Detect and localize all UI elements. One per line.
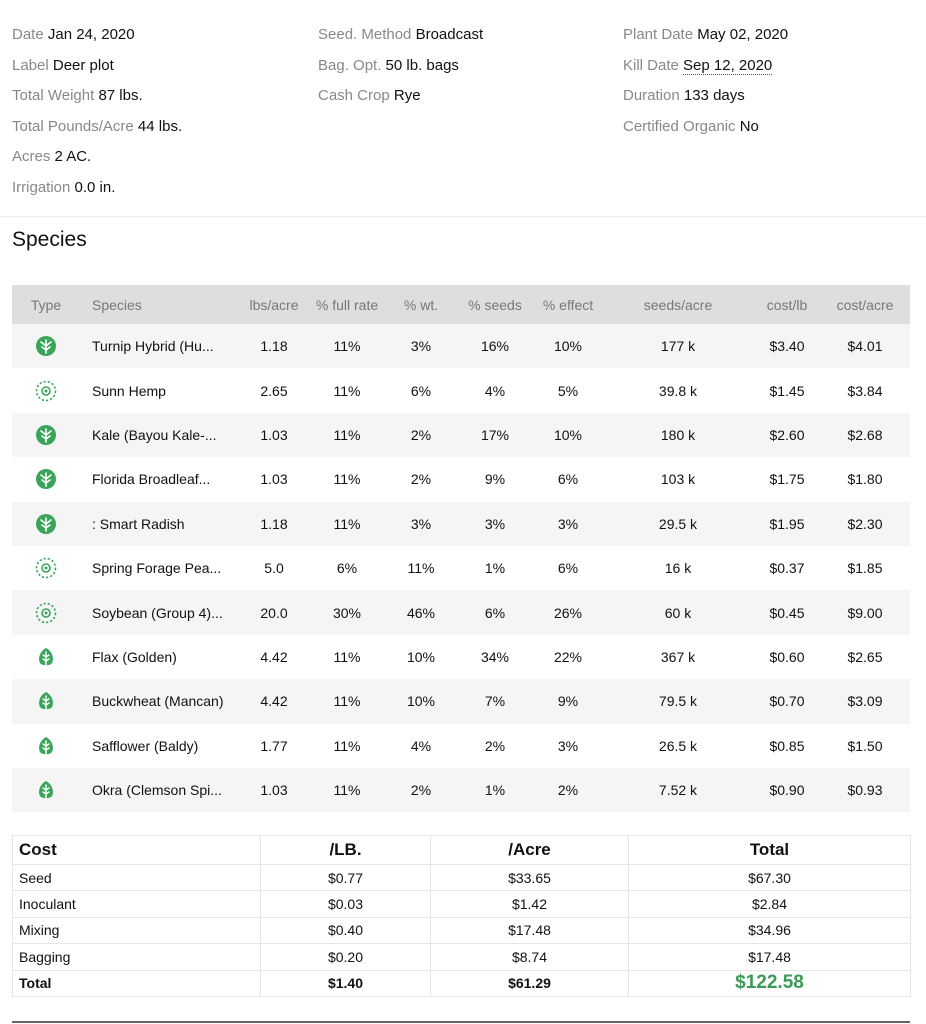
info-label: Kill Date (623, 56, 679, 74)
col-header-effect[interactable]: % effect (534, 285, 602, 324)
cost-total: $17.48 (629, 944, 911, 970)
species-seeds: 2% (456, 724, 534, 768)
col-header-species[interactable]: Species (80, 285, 240, 324)
legume-icon (35, 557, 57, 579)
species-full-rate: 11% (308, 413, 386, 457)
species-row[interactable] (12, 368, 910, 412)
info-seed-method (318, 25, 483, 56)
cost-summary-table (12, 835, 911, 997)
info-label: Acres (12, 148, 51, 165)
cost-per-acre: $17.48 (431, 917, 629, 943)
cost-row-inoculant (13, 891, 911, 917)
col-header-wt[interactable]: % wt. (386, 285, 456, 324)
species-lbs-acre: 1.03 (240, 768, 308, 812)
species-effect: 6% (534, 457, 602, 501)
species-cost-acre: $3.84 (820, 368, 910, 412)
species-effect: 9% (534, 679, 602, 723)
species-seeds: 9% (456, 457, 534, 501)
species-type-cell (12, 368, 80, 412)
species-row[interactable] (12, 413, 910, 457)
species-seeds: 17% (456, 413, 534, 457)
species-lbs-acre: 1.77 (240, 724, 308, 768)
species-effect: 2% (534, 768, 602, 812)
species-row[interactable] (12, 546, 910, 590)
species-type-cell (12, 324, 80, 368)
info-value: 0.0 in. (74, 178, 116, 196)
species-full-rate: 11% (308, 768, 386, 812)
info-value: 2 AC. (54, 148, 92, 165)
species-effect: 10% (534, 324, 602, 368)
species-effect: 5% (534, 368, 602, 412)
species-seeds: 7% (456, 679, 534, 723)
info-label: Plant Date (623, 26, 694, 43)
info-value: 87 lbs. (98, 87, 143, 104)
species-type-cell (12, 413, 80, 457)
broadleaf-icon (35, 735, 57, 757)
species-wt: 10% (386, 635, 456, 679)
species-lbs-acre: 1.18 (240, 324, 308, 368)
col-header-type[interactable]: Type (12, 285, 80, 324)
legume-icon (35, 602, 57, 624)
species-cost-lb: $0.90 (754, 768, 820, 812)
cost-total: $67.30 (629, 865, 911, 891)
species-seeds: 16% (456, 324, 534, 368)
info-label: Irrigation (12, 178, 71, 196)
species-lbs-acre: 20.0 (240, 590, 308, 634)
info-bag-option (318, 56, 483, 87)
species-full-rate: 11% (308, 457, 386, 501)
col-header-seeds[interactable]: % seeds (456, 285, 534, 324)
cost-row-total (13, 970, 911, 996)
species-row[interactable] (12, 502, 910, 546)
species-seeds: 4% (456, 368, 534, 412)
species-effect: 3% (534, 724, 602, 768)
species-cost-acre: $1.50 (820, 724, 910, 768)
species-name[interactable]: Flax (Golden) (80, 635, 240, 679)
species-cost-acre: $4.01 (820, 324, 910, 368)
brassica-icon (35, 335, 57, 357)
species-cost-lb: $0.37 (754, 546, 820, 590)
species-name[interactable]: Safflower (Baldy) (80, 724, 240, 768)
species-row[interactable] (12, 679, 910, 723)
legume-icon (35, 380, 57, 402)
cost-per-lb: $0.03 (261, 891, 431, 917)
section-divider (0, 216, 926, 217)
info-column-1 (12, 25, 182, 208)
info-label: Duration (623, 87, 680, 104)
species-wt: 6% (386, 368, 456, 412)
species-row[interactable] (12, 457, 910, 501)
info-label: Total Pounds/Acre (12, 117, 134, 135)
info-date (12, 25, 182, 56)
cost-header-per-lb: /LB. (261, 836, 431, 865)
cost-total: $34.96 (629, 917, 911, 943)
info-total-weight (12, 86, 182, 117)
info-value: 133 days (683, 87, 745, 104)
species-seeds: 1% (456, 768, 534, 812)
species-lbs-acre: 2.65 (240, 368, 308, 412)
species-seeds-acre: 16 k (602, 546, 754, 590)
species-full-rate: 11% (308, 502, 386, 546)
info-certified-organic (623, 117, 788, 148)
species-type-cell (12, 635, 80, 679)
species-cost-acre: $2.65 (820, 635, 910, 679)
species-effect: 22% (534, 635, 602, 679)
species-cost-lb: $2.60 (754, 413, 820, 457)
cost-total-per-lb: $1.40 (261, 970, 431, 996)
col-header-cost-acre[interactable]: cost/acre (820, 285, 910, 324)
species-cost-acre: $1.80 (820, 457, 910, 501)
info-column-3 (623, 25, 788, 147)
cost-row-mixing (13, 917, 911, 943)
species-cost-lb: $1.75 (754, 457, 820, 501)
species-wt: 11% (386, 546, 456, 590)
species-seeds-acre: 26.5 k (602, 724, 754, 768)
brassica-icon (35, 513, 57, 535)
species-wt: 46% (386, 590, 456, 634)
cost-per-lb: $0.40 (261, 917, 431, 943)
mix-info-panel (0, 0, 926, 216)
species-cost-acre: $9.00 (820, 590, 910, 634)
species-full-rate: 6% (308, 546, 386, 590)
info-value: Jan 24, 2020 (47, 26, 135, 43)
info-value: 44 lbs. (137, 117, 183, 135)
info-value: May 02, 2020 (697, 26, 789, 43)
species-cost-lb: $1.45 (754, 368, 820, 412)
species-cost-lb: $0.45 (754, 590, 820, 634)
info-acres (12, 147, 182, 178)
species-name[interactable]: Sunn Hemp (80, 368, 240, 412)
species-type-cell (12, 502, 80, 546)
brassica-icon (35, 424, 57, 446)
species-cost-lb: $0.85 (754, 724, 820, 768)
info-label-row (12, 56, 182, 87)
species-section-title: Species (12, 228, 87, 251)
species-type-cell (12, 768, 80, 812)
species-cost-lb: $1.95 (754, 502, 820, 546)
species-full-rate: 11% (308, 635, 386, 679)
species-seeds: 6% (456, 590, 534, 634)
species-name[interactable]: : Smart Radish (80, 502, 240, 546)
species-full-rate: 11% (308, 368, 386, 412)
species-row[interactable] (12, 724, 910, 768)
info-value: No (739, 117, 759, 135)
species-wt: 2% (386, 413, 456, 457)
cost-row-seed (13, 865, 911, 891)
species-name[interactable]: Spring Forage Pea... (80, 546, 240, 590)
brassica-icon (35, 468, 57, 490)
species-name[interactable]: Florida Broadleaf... (80, 457, 240, 501)
species-cost-acre: $1.85 (820, 546, 910, 590)
species-row[interactable] (12, 768, 910, 812)
bottom-rule (12, 1021, 910, 1023)
species-row[interactable] (12, 635, 910, 679)
broadleaf-icon (35, 690, 57, 712)
broadleaf-icon (35, 646, 57, 668)
species-row[interactable] (12, 324, 910, 368)
species-cost-lb: $3.40 (754, 324, 820, 368)
species-name[interactable]: Kale (Bayou Kale-... (80, 413, 240, 457)
species-seeds-acre: 60 k (602, 590, 754, 634)
cost-total-label: Total (13, 970, 261, 996)
info-label: Certified Organic (623, 117, 736, 135)
species-seeds-acre: 39.8 k (602, 368, 754, 412)
species-wt: 2% (386, 457, 456, 501)
species-name[interactable]: Buckwheat (Mancan) (80, 679, 240, 723)
cost-per-acre: $8.74 (431, 944, 629, 970)
species-lbs-acre: 5.0 (240, 546, 308, 590)
cost-total: $2.84 (629, 891, 911, 917)
cost-header-row (13, 836, 911, 865)
cost-per-acre: $33.65 (431, 865, 629, 891)
species-wt: 3% (386, 502, 456, 546)
info-label: Date (12, 26, 44, 43)
species-lbs-acre: 1.03 (240, 457, 308, 501)
species-type-cell (12, 724, 80, 768)
info-value: Rye (393, 87, 421, 104)
cost-per-acre: $1.42 (431, 891, 629, 917)
species-lbs-acre: 4.42 (240, 635, 308, 679)
info-label: Label (12, 56, 49, 74)
grand-total-value: $122.58 (629, 970, 911, 996)
species-cost-acre: $2.68 (820, 413, 910, 457)
info-value: 50 lb. bags (385, 56, 459, 74)
species-seeds-acre: 29.5 k (602, 502, 754, 546)
info-kill-date (623, 56, 788, 87)
info-irrigation (12, 178, 182, 209)
species-full-rate: 11% (308, 324, 386, 368)
cost-header-total: Total (629, 836, 911, 865)
species-cost-acre: $0.93 (820, 768, 910, 812)
species-lbs-acre: 4.42 (240, 679, 308, 723)
species-seeds-acre: 180 k (602, 413, 754, 457)
col-header-lbs-acre[interactable]: lbs/acre (240, 285, 308, 324)
species-seeds: 1% (456, 546, 534, 590)
species-effect: 26% (534, 590, 602, 634)
info-plant-date (623, 25, 788, 56)
species-name[interactable]: Soybean (Group 4)... (80, 590, 240, 634)
cost-per-lb: $0.20 (261, 944, 431, 970)
info-label: Bag. Opt. (318, 56, 382, 74)
species-cost-lb: $0.70 (754, 679, 820, 723)
species-effect: 6% (534, 546, 602, 590)
species-type-cell (12, 546, 80, 590)
species-row[interactable] (12, 590, 910, 634)
col-header-seeds-acre[interactable]: seeds/acre (602, 285, 754, 324)
species-seeds: 34% (456, 635, 534, 679)
info-duration (623, 86, 788, 117)
species-effect: 3% (534, 502, 602, 546)
species-wt: 4% (386, 724, 456, 768)
cost-label: Mixing (13, 917, 261, 943)
species-seeds-acre: 177 k (602, 324, 754, 368)
species-cost-lb: $0.60 (754, 635, 820, 679)
species-type-cell (12, 679, 80, 723)
species-header-row (12, 285, 910, 324)
species-type-cell (12, 590, 80, 634)
species-seeds-acre: 103 k (602, 457, 754, 501)
cost-label: Seed (13, 865, 261, 891)
info-column-2 (318, 25, 483, 117)
species-lbs-acre: 1.03 (240, 413, 308, 457)
species-full-rate: 11% (308, 679, 386, 723)
species-full-rate: 30% (308, 590, 386, 634)
species-name[interactable]: Turnip Hybrid (Hu... (80, 324, 240, 368)
col-header-cost-lb[interactable]: cost/lb (754, 285, 820, 324)
cost-label: Bagging (13, 944, 261, 970)
species-effect: 10% (534, 413, 602, 457)
info-cash-crop (318, 86, 483, 117)
species-seeds-acre: 7.52 k (602, 768, 754, 812)
species-table (12, 285, 910, 812)
species-full-rate: 11% (308, 724, 386, 768)
cost-per-lb: $0.77 (261, 865, 431, 891)
cost-label: Inoculant (13, 891, 261, 917)
cost-row-bagging (13, 944, 911, 970)
cost-total-per-acre: $61.29 (431, 970, 629, 996)
info-value: Deer plot (52, 56, 114, 74)
species-seeds: 3% (456, 502, 534, 546)
species-lbs-acre: 1.18 (240, 502, 308, 546)
kill-date-value[interactable]: Sep 12, 2020 (683, 56, 773, 74)
species-name[interactable]: Okra (Clemson Spi... (80, 768, 240, 812)
species-seeds-acre: 79.5 k (602, 679, 754, 723)
species-wt: 3% (386, 324, 456, 368)
species-type-cell (12, 457, 80, 501)
info-label: Cash Crop (318, 87, 390, 104)
broadleaf-icon (35, 779, 57, 801)
info-total-pounds-acre (12, 117, 182, 148)
species-wt: 2% (386, 768, 456, 812)
species-cost-acre: $3.09 (820, 679, 910, 723)
info-label: Total Weight (12, 87, 95, 104)
cost-header-cost: Cost (13, 836, 261, 865)
col-header-full-rate[interactable]: % full rate (308, 285, 386, 324)
species-cost-acre: $2.30 (820, 502, 910, 546)
species-wt: 10% (386, 679, 456, 723)
info-value: Broadcast (415, 26, 484, 43)
cost-header-per-acre: /Acre (431, 836, 629, 865)
info-label: Seed. Method (318, 26, 412, 43)
species-seeds-acre: 367 k (602, 635, 754, 679)
